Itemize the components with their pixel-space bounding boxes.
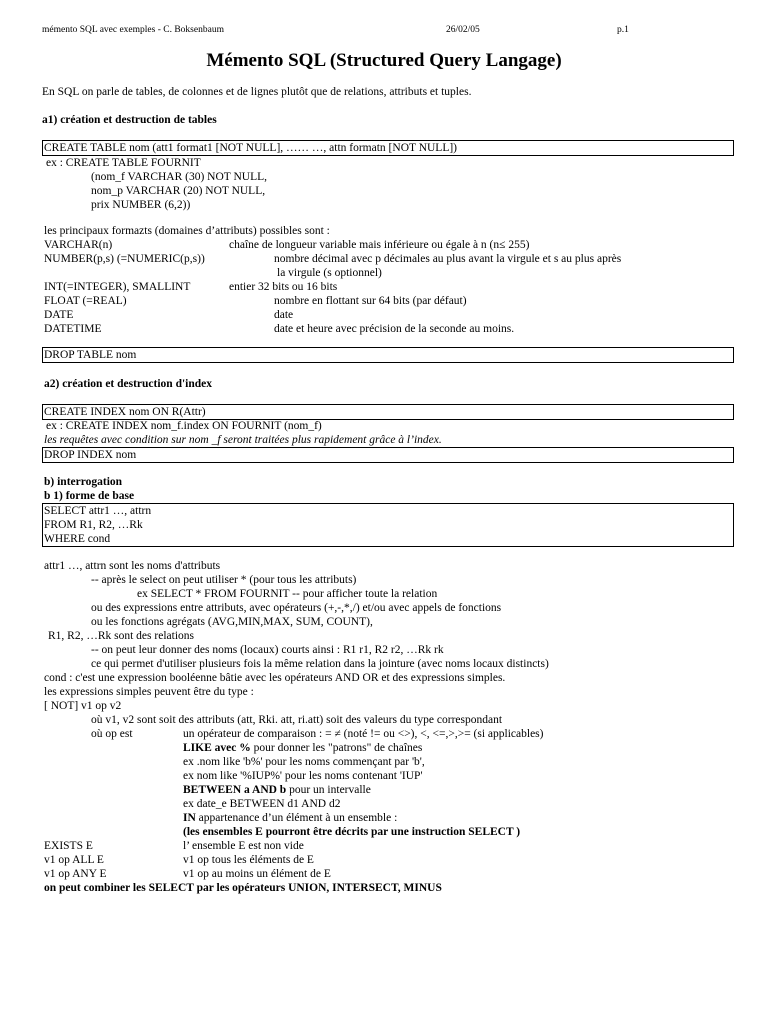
page-title: Mémento SQL (Structured Query Langage) <box>206 50 562 71</box>
drop-index-box: DROP INDEX nom <box>42 447 734 463</box>
format-description: nombre en flottant sur 64 bits (par défaut) <box>274 295 467 307</box>
body-line: attr1 …, attrn sont les noms d'attributs <box>44 560 221 572</box>
in-description: appartenance d’un élément à un ensemble : <box>195 812 398 824</box>
format-name: DATETIME <box>44 323 102 335</box>
between-keyword: BETWEEN a AND b <box>183 784 287 796</box>
in-note: (les ensembles E pourront être décrits par une instruction SELECT ) <box>183 826 521 838</box>
body-line: où op est <box>91 728 133 740</box>
header-date: 26/02/05 <box>446 25 480 35</box>
body-line: v1 op au moins un élément de E <box>183 868 331 880</box>
select-clause: SELECT attr1 …, attrn <box>44 505 152 517</box>
where-clause: WHERE cond <box>44 533 111 545</box>
format-description: date et heure avec précision de la seconde au moins. <box>274 323 515 335</box>
body-line: un opérateur de comparaison : = ≠ (noté != ou <>), <, <=,>,>= (si applicables) <box>183 728 544 740</box>
body-line: ex date_e BETWEEN d1 AND d2 <box>183 798 341 810</box>
format-name: FLOAT (=REAL) <box>44 295 127 307</box>
create-table-example-line: ex : CREATE TABLE FOURNIT <box>46 157 201 169</box>
create-table-example-line: nom_p VARCHAR (20) NOT NULL, <box>91 185 266 197</box>
body-line: ce qui permet d'utiliser plusieurs fois la même relation dans la jointure (avec noms locaux distincts) <box>91 658 549 670</box>
format-description: entier 32 bits ou 16 bits <box>229 281 338 293</box>
body-line: ex SELECT * FROM FOURNIT -- pour afficher toute la relation <box>137 588 438 600</box>
body-line: où v1, v2 sont soit des attributs (att, Rki. att, ri.att) soit des valeurs du type correspondant <box>91 714 503 726</box>
body-line: ex nom like '%IUP%' pour les noms contenant 'IUP' <box>183 770 423 782</box>
section-b1-heading: b 1) forme de base <box>44 490 135 502</box>
body-line: -- on peut leur donner des noms (locaux) courts ainsi : R1 r1, R2 r2, …Rk rk <box>91 644 444 656</box>
body-line: R1, R2, …Rk sont des relations <box>48 630 194 642</box>
format-description: la virgule (s optionnel) <box>277 267 382 279</box>
body-line: v1 op ALL E <box>44 854 104 866</box>
intro-text: En SQL on parle de tables, de colonnes et de lignes plutôt que de relations, attributs et tuples. <box>42 86 472 98</box>
between-description: pour un intervalle <box>286 784 371 796</box>
format-description: nombre décimal avec p décimales au plus avant la virgule et s au plus après <box>274 253 622 265</box>
body-line: l’ ensemble E est non vide <box>183 840 304 852</box>
select-syntax-box <box>42 503 734 547</box>
body-line: ou des expressions entre attributs, avec opérateurs (+,-,*,/) et/ou avec appels de fonctions <box>91 602 502 614</box>
format-name: DATE <box>44 309 74 321</box>
section-b-heading: b) interrogation <box>44 476 123 488</box>
format-name: INT(=INTEGER), SMALLINT <box>44 281 191 293</box>
body-line: cond : c'est une expression booléenne bâtie avec les opérateurs AND OR et des expressions simples. <box>44 672 506 684</box>
body-line: ou les fonctions agrégats (AVG,MIN,MAX, SUM, COUNT), <box>91 616 373 628</box>
formats-intro: les principaux formazts (domaines d’attributs) possibles sont : <box>44 225 330 237</box>
body-line: les expressions simples peuvent être du type : <box>44 686 254 698</box>
in-keyword: IN <box>183 812 196 824</box>
header-page-number: p.1 <box>617 25 629 35</box>
create-index-example: ex : CREATE INDEX nom_f.index ON FOURNIT (nom_f) <box>46 420 322 432</box>
between-line <box>183 783 371 797</box>
drop-table-box: DROP TABLE nom <box>42 347 734 363</box>
create-index-box: CREATE INDEX nom ON R(Attr) <box>42 404 734 420</box>
body-line: -- après le select on peut utiliser * (pour tous les attributs) <box>91 574 357 586</box>
format-description: chaîne de longueur variable mais inférieure ou égale à n (n≤ 255) <box>229 239 530 251</box>
body-line: v1 op ANY E <box>44 868 107 880</box>
create-index-comment: les requêtes avec condition sur nom _f seront traitées plus rapidement grâce à l’index. <box>44 434 442 446</box>
body-line: EXISTS E <box>44 840 93 852</box>
like-description: pour donner les "patrons" de chaînes <box>250 742 423 754</box>
header-doc-title: mémento SQL avec exemples - C. Boksenbaum <box>42 25 224 35</box>
format-description: date <box>274 309 294 321</box>
like-line <box>183 741 422 755</box>
combine-note: on peut combiner les SELECT par les opérateurs UNION, INTERSECT, MINUS <box>44 882 442 894</box>
section-a1-heading: a1) création et destruction de tables <box>42 114 217 126</box>
create-table-syntax-box: CREATE TABLE nom (att1 format1 [NOT NULL], …… …, attn formatn [NOT NULL]) <box>42 140 734 156</box>
section-a2-heading: a2) création et destruction d'index <box>44 378 213 390</box>
in-line <box>183 811 397 825</box>
create-table-example-line: prix NUMBER (6,2)) <box>91 199 191 211</box>
format-name: NUMBER(p,s) (=NUMERIC(p,s)) <box>44 253 205 265</box>
body-line: v1 op tous les éléments de E <box>183 854 314 866</box>
create-table-example-line: (nom_f VARCHAR (30) NOT NULL, <box>91 171 268 183</box>
body-line: [ NOT] v1 op v2 <box>44 700 122 712</box>
body-line: ex .nom like 'b%' pour les noms commençant par 'b', <box>183 756 425 768</box>
format-name: VARCHAR(n) <box>44 239 113 251</box>
like-keyword: LIKE avec % <box>183 742 251 754</box>
from-clause: FROM R1, R2, …Rk <box>44 519 143 531</box>
